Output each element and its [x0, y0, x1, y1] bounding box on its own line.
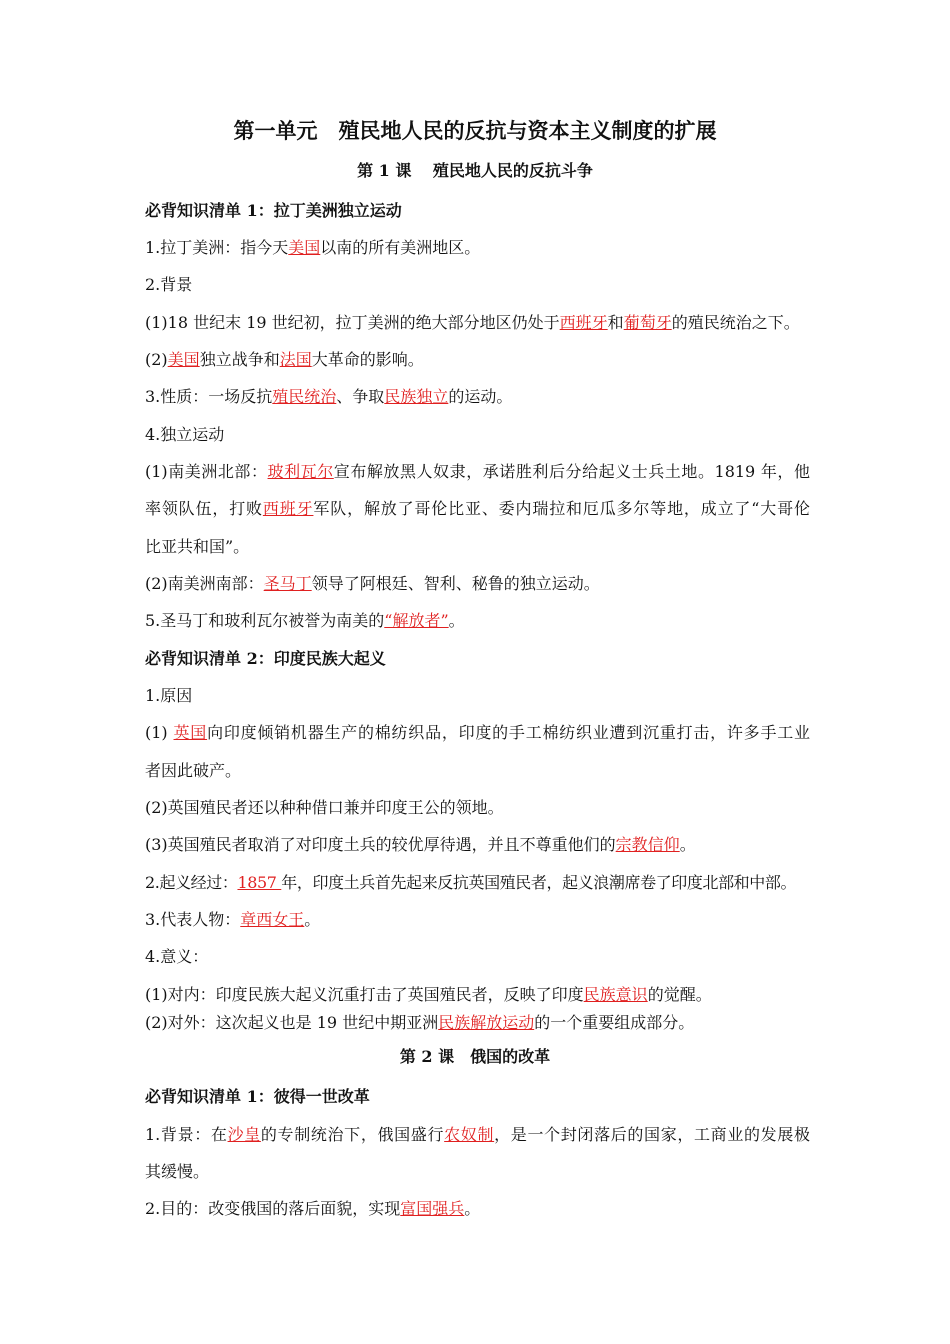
answer-blank: 民族意识: [583, 985, 648, 1004]
paragraph-8: [145, 499, 810, 519]
paragraph-18: [145, 910, 810, 930]
answer-blank: “解放者”: [384, 611, 449, 630]
text: 和: [607, 313, 624, 332]
text: 2.起义经过：: [145, 873, 238, 892]
paragraph-22: [145, 1125, 810, 1145]
paragraph-23: 其缓慢。: [145, 1162, 210, 1181]
text: 3.性质：一场反抗: [145, 387, 273, 406]
paragraph-19: 4.意义：: [145, 947, 209, 966]
text: 。: [464, 1199, 481, 1218]
text: 1.拉丁美洲：指今天: [145, 238, 289, 257]
answer-blank: 美国: [167, 350, 200, 369]
paragraph-9: 比亚共和国”。: [145, 537, 250, 556]
text: 。: [679, 835, 696, 854]
paragraph-16: [145, 835, 810, 855]
answer-blank: 章西女王: [240, 910, 305, 929]
answer-blank: 玻利瓦尔: [267, 462, 334, 481]
paragraph-12: 1.原因: [145, 686, 193, 705]
text: 5.圣马丁和玻利瓦尔被誉为南美的: [145, 611, 385, 630]
answer-blank: 富国强兵: [400, 1199, 465, 1218]
text: 的运动。: [448, 387, 513, 406]
text: (3)英国殖民者取消了对印度土兵的较优厚待遇，并且不尊重他们的: [145, 835, 616, 854]
answer-blank: 葡萄牙: [623, 313, 672, 332]
text: ，是一个封闭落后的国家，工商业的发展极: [494, 1125, 810, 1144]
text: 。: [304, 910, 321, 929]
text: 以南的所有美洲地区。: [320, 238, 481, 257]
paragraph-24: [145, 1199, 810, 1219]
answer-blank: 西班牙: [262, 499, 314, 518]
paragraph-20: [145, 985, 810, 1005]
answer-blank: 民族独立: [384, 387, 449, 406]
section-heading-peter-reform: 必背知识清单 1：彼得一世改革: [145, 1087, 370, 1106]
answer-blank: 民族解放运动: [438, 1013, 535, 1032]
paragraph-6: 4.独立运动: [145, 425, 225, 444]
paragraph-4: [145, 350, 810, 370]
answer-blank: 西班牙: [559, 313, 608, 332]
text: 向印度倾销机器生产的棉纺织品，印度的手工棉纺织业遭到沉重打击，许多手工业: [207, 723, 810, 742]
text: 的觉醒。: [647, 985, 712, 1004]
text: 。: [448, 611, 465, 630]
answer-blank: 美国: [288, 238, 321, 257]
text: 、争取: [336, 387, 385, 406]
answer-blank: 农奴制: [444, 1125, 495, 1144]
answer-blank: 法国: [279, 350, 312, 369]
text: (1): [145, 723, 174, 742]
text: 独立战争和: [199, 350, 280, 369]
text: (1)对内：印度民族大起义沉重打击了英国殖民者，反映了印度: [145, 985, 584, 1004]
text: (1)18 世纪末 19 世纪初，拉丁美洲的绝大部分地区仍处于: [145, 313, 560, 332]
text: 的殖民统治之下。: [671, 313, 800, 332]
section-heading-india: 必背知识清单 2：印度民族大起义: [145, 649, 386, 668]
answer-blank: 1857: [237, 873, 282, 892]
text: (2)南美洲南部：: [145, 574, 264, 593]
answer-blank: 圣马丁: [263, 574, 312, 593]
answer-blank: 沙皇: [227, 1125, 261, 1144]
text: 的专制统治下，俄国盛行: [260, 1125, 445, 1144]
answer-blank: 宗教信仰: [615, 835, 680, 854]
text: 大革命的影响。: [311, 350, 424, 369]
text: 军队，解放了哥伦比亚、委内瑞拉和厄瓜多尔等地，成立了“大哥伦: [313, 499, 810, 518]
paragraph-5: [145, 387, 810, 407]
text: 2.目的：改变俄国的落后面貌，实现: [145, 1199, 401, 1218]
paragraph-3: [145, 313, 810, 333]
paragraph-7: [145, 462, 810, 482]
paragraph-1: [145, 238, 810, 258]
answer-blank: 英国: [173, 723, 208, 742]
paragraph-21: [145, 1013, 810, 1033]
text: (2): [145, 350, 168, 369]
lesson-2-title: 第 2 课 俄国的改革: [399, 1047, 551, 1066]
lesson-1-title: 第 1 课 殖民地人民的反抗斗争: [357, 161, 593, 180]
paragraph-14: 者因此破产。: [145, 761, 242, 780]
answer-blank: 殖民统治: [272, 387, 337, 406]
text: 年，印度土兵首先起来反抗英国殖民者，起义浪潮席卷了印度北部和中部。: [281, 873, 797, 892]
text: 1.背景：在: [145, 1125, 228, 1144]
text: 率领队伍，打败: [145, 499, 263, 518]
text: 的一个重要组成部分。: [534, 1013, 695, 1032]
paragraph-15: (2)英国殖民者还以种种借口兼并印度王公的领地。: [145, 798, 504, 817]
text: 3.代表人物：: [145, 910, 241, 929]
text: 领导了阿根廷、智利、秘鲁的独立运动。: [311, 574, 600, 593]
text: (1)南美洲北部：: [145, 462, 268, 481]
paragraph-2: 2.背景: [145, 275, 193, 294]
unit-title: 第一单元 殖民地人民的反抗与资本主义制度的扩展: [233, 118, 717, 143]
section-heading-latin-america: 必背知识清单 1：拉丁美洲独立运动: [145, 201, 402, 220]
paragraph-17: [145, 873, 810, 893]
paragraph-11: [145, 611, 810, 631]
paragraph-13: [145, 723, 810, 743]
paragraph-10: [145, 574, 810, 594]
text: 宣布解放黑人奴隶，承诺胜利后分给起义士兵土地。1819 年，他: [333, 462, 810, 481]
text: (2)对外：这次起义也是 19 世纪中期亚洲: [145, 1013, 439, 1032]
